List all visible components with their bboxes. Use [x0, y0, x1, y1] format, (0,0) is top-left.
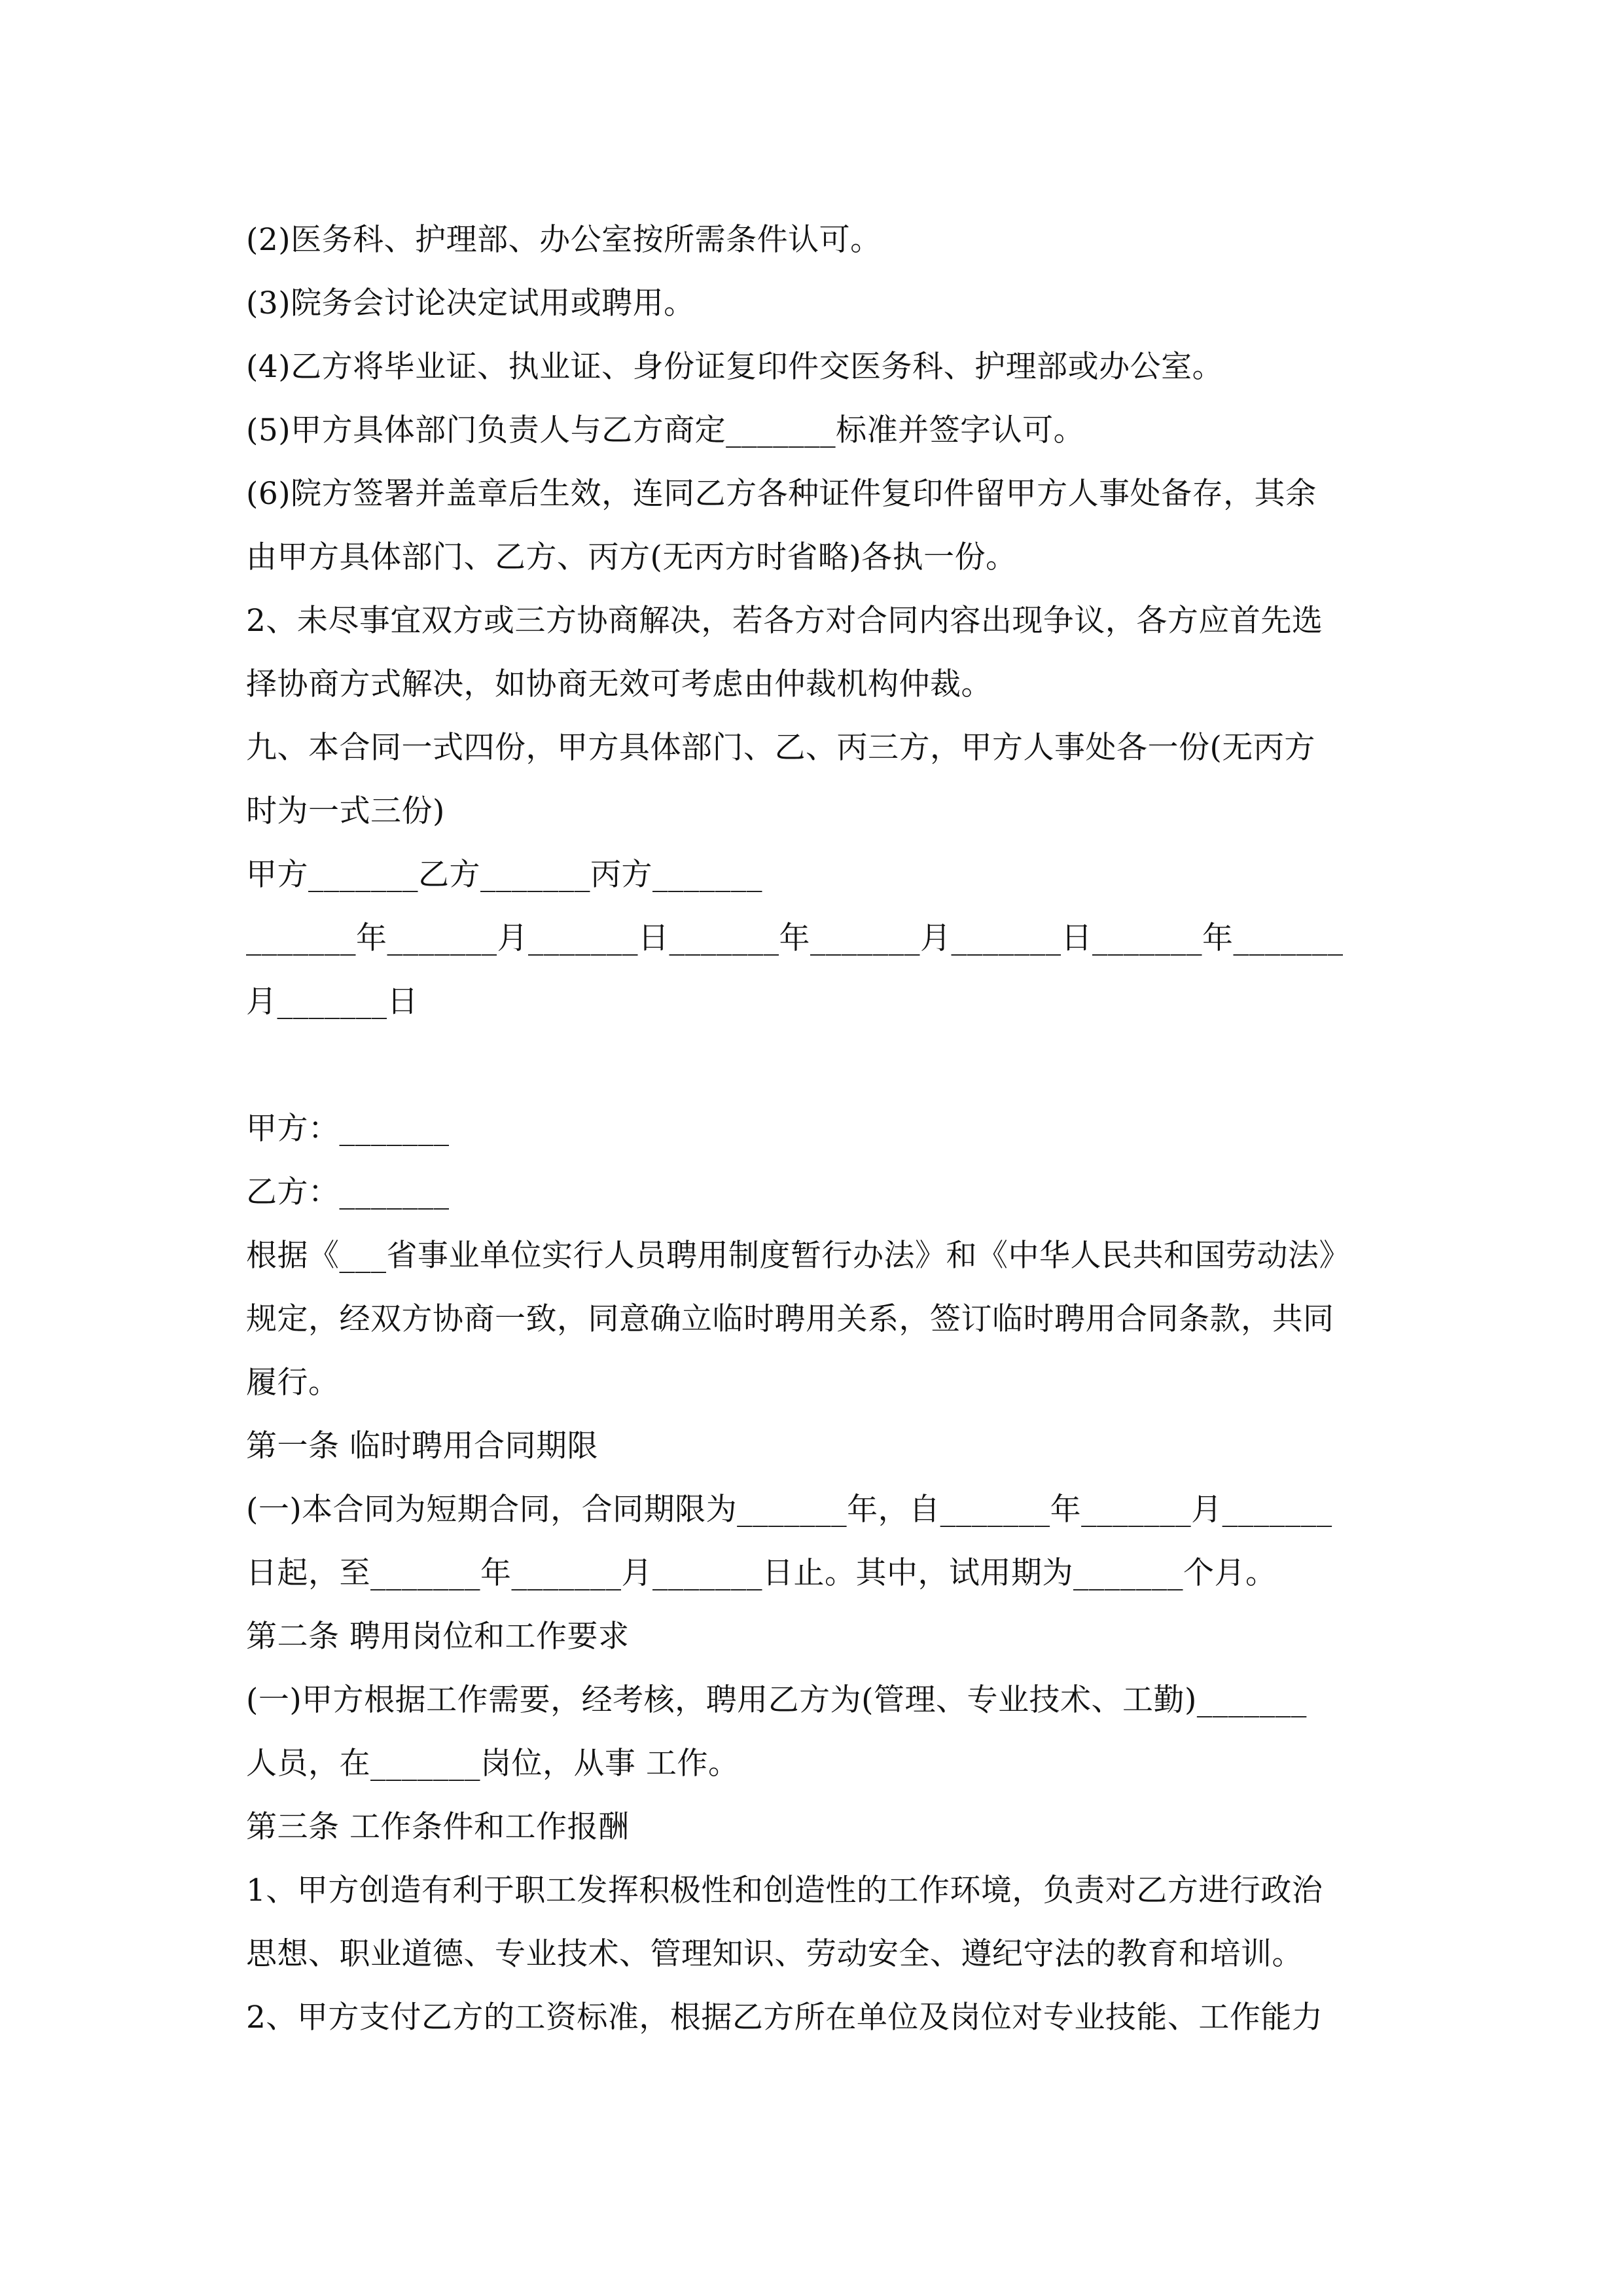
paragraph-line: 2、甲方支付乙方的工资标准，根据乙方所在单位及岗位对专业技能、工作能力: [246, 2000, 1323, 2036]
paragraph-line: (5)甲方具体部门负责人与乙方商定_______标准并签字认可。: [246, 412, 1085, 448]
party-b-line: 乙方：_______: [246, 1174, 450, 1210]
paragraph-line: 由甲方具体部门、乙方、丙方(无丙方时省略)各执一份。: [246, 539, 1017, 575]
paragraph-line: 2、未尽事宜双方或三方协商解决，若各方对合同内容出现争议，各方应首先选: [246, 603, 1323, 639]
date-blanks-line: _______年_______月_______日_______年_______月_______日_______年_______: [246, 920, 1344, 956]
paragraph-line: 人员，在_______岗位，从事 工作。: [246, 1746, 740, 1782]
paragraph-line: 根据《___省事业单位实行人员聘用制度暂行办法》和《中华人民共和国劳动法》: [246, 1238, 1350, 1274]
blank-line: [246, 1033, 1381, 1097]
paragraph-line: 思想、职业道德、专业技术、管理知识、劳动安全、遵纪守法的教育和培训。: [246, 1936, 1303, 1972]
paragraph-line: (6)院方签署并盖章后生效，连同乙方各种证件复印件留甲方人事处备存，其余: [246, 476, 1317, 512]
document-body: [246, 208, 1381, 2049]
paragraph-line: (一)甲方根据工作需要，经考核，聘用乙方为(管理、专业技术、工勤)_______: [246, 1682, 1307, 1718]
paragraph-line: (一)本合同为短期合同，合同期限为_______年，自_______年_______月_______: [246, 1492, 1332, 1528]
paragraph-line: (2)医务科、护理部、办公室按所需条件认可。: [246, 222, 882, 258]
date-blanks-line: 月_______日: [246, 984, 418, 1020]
article-heading: 第一条 临时聘用合同期限: [246, 1428, 598, 1464]
article-heading: 第二条 聘用岗位和工作要求: [246, 1619, 630, 1655]
paragraph-line: (4)乙方将毕业证、执业证、身份证复印件交医务科、护理部或办公室。: [246, 349, 1224, 385]
signature-parties-line: 甲方_______乙方_______丙方_______: [246, 857, 762, 893]
paragraph-line: 履行。: [246, 1365, 340, 1401]
paragraph-line: 九、本合同一式四份，甲方具体部门、乙、丙三方，甲方人事处各一份(无丙方: [246, 730, 1315, 766]
paragraph-line: 规定，经双方协商一致，同意确立临时聘用关系，签订临时聘用合同条款，共同: [246, 1301, 1334, 1337]
paragraph-line: 择协商方式解决，如协商无效可考虑由仲裁机构仲裁。: [246, 666, 992, 702]
party-a-line: 甲方：_______: [246, 1111, 450, 1147]
paragraph-line: 1、甲方创造有利于职工发挥积极性和创造性的工作环境，负责对乙方进行政治: [246, 1873, 1323, 1909]
paragraph-line: 日起，至_______年_______月_______日止。其中，试用期为_______个月。: [246, 1555, 1277, 1591]
paragraph-line: 时为一式三份): [246, 793, 445, 829]
paragraph-line: (3)院务会讨论决定试用或聘用。: [246, 285, 695, 321]
article-heading: 第三条 工作条件和工作报酬: [246, 1809, 630, 1845]
